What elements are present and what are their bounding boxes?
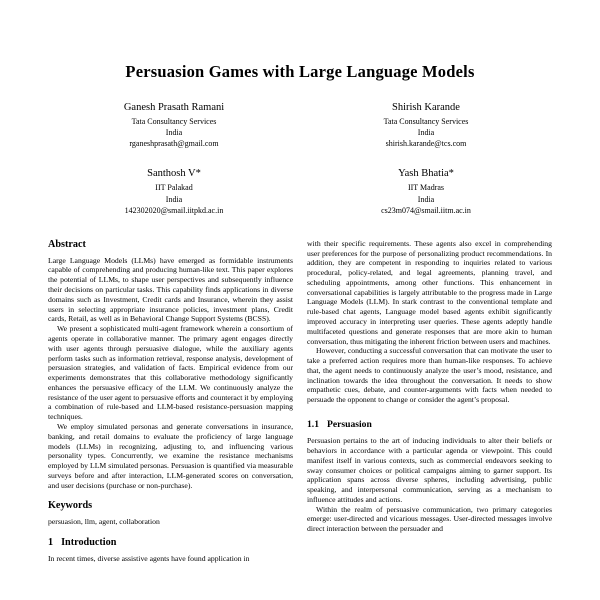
- subsection-title: Persuasion: [327, 419, 372, 431]
- author-country: India: [165, 194, 183, 204]
- authors-grid: [48, 102, 552, 217]
- body-columns: [48, 239, 552, 564]
- introduction-paragraph: In recent times, diverse assistive agents have found application in: [48, 554, 250, 564]
- author-block-4: [300, 168, 552, 216]
- author-country: India: [417, 128, 435, 138]
- author-affiliation: Tata Consultancy Services: [131, 117, 217, 126]
- abstract-heading: Abstract: [48, 238, 86, 250]
- author-country: India: [165, 128, 183, 138]
- body-paragraph: However, conducting a successful conversation that can motivate the user to take a preferred action requires more than human-like responses. To achieve that, the agent needs to continuously analyze the user’s mood, resistance, and inclination towards the idea throughout the conversation. It needs to show empathetic cues, debate, and counter-arguments with facts when needed to persuade the opponent to change or consider the agent’s proposal.: [307, 346, 552, 405]
- section-title: Introduction: [61, 537, 117, 549]
- subsection-heading-persuasion: [307, 419, 552, 431]
- author-name: Ganesh Prasath Ramani: [123, 102, 225, 113]
- author-block-2: [300, 102, 552, 150]
- author-affiliation: IIT Palakad: [155, 183, 193, 193]
- author-name: Shirish Karande: [392, 102, 460, 113]
- paper-title: Persuasion Games with Large Language Models: [125, 62, 475, 81]
- author-affiliation: IIT Madras: [407, 183, 445, 193]
- author-name: Yash Bhatia*: [398, 168, 454, 180]
- author-email: cs23m074@smail.iitm.ac.in: [381, 205, 471, 215]
- section-number: 1: [48, 537, 54, 549]
- subsection-number: 1.1: [307, 419, 319, 431]
- author-name: Santhosh V*: [147, 168, 201, 180]
- author-email: shirish.karande@tcs.com: [385, 139, 467, 149]
- abstract-paragraph: We employ simulated personas and generate conversations in insurance, banking, and retail domains to evaluate the proficiency of large language models (LLMs) in recognizing, adjusting to, and influencing various personality types. Concurrently, we examine the resistance mechanisms employed by LLM simulated personas. Persuasion is quantified via measurable surveys before and after interaction, LLM-generated scores on conversation, and user decisions (purchase or non-purchase).: [48, 421, 293, 490]
- abstract-paragraph: We present a sophisticated multi-agent framework wherein a consortium of agents operate in collaborative manner. The primary agent engages directly with user agents through persuasive dialogue, while the auxiliary agents perform tasks such as information retrieval, response analysis, development of persuasion strategies, and validation of facts. Empirical evidence from our experiments demonstrates that this collaborative methodology significantly enhances the persuasive efficacy of the LLM. We continuously analyze the resistance of the user agent to persuasive efforts and counteract it by employing a combination of rule-based and LLM-based resistance-persuasion mapping techniques.: [48, 324, 293, 422]
- author-country: India: [417, 194, 435, 204]
- author-affiliation: Tata Consultancy Services: [383, 117, 469, 126]
- author-email: 142302020@smail.iitpkd.ac.in: [124, 205, 224, 215]
- section-heading-introduction: [48, 537, 293, 550]
- persuasion-paragraph: Within the realm of persuasive communication, two primary categories emerge: user-directed and vicarious messages. User-directed messages involve direct interaction between the persuader and: [307, 504, 552, 534]
- right-column: [307, 239, 552, 564]
- persuasion-paragraph: Persuasion pertains to the art of inducing individuals to alter their beliefs or behaviors in accordance with a particular agenda or viewpoint. This could manifest itself in various contexts, such as commercial endeavors seeking to sway consumer choices or political campaigns aiming to garner support. Its application spans across diverse spheres, including advertising, public speaking, and interpersonal communication, serving as a mechanism to influence attitudes and actions.: [307, 436, 552, 504]
- keywords-heading: Keywords: [48, 500, 93, 512]
- abstract-paragraph: Large Language Models (LLMs) have emerged as formidable instruments capable of comprehending and producing human-like text. This paper explores the potential of LLMs, to shape user perspectives and subsequently influence their decisions on particular tasks. This capability finds applications in diverse domains such as Investment, Credit cards and Insurance, wherein they assist users in selecting appropriate insurance policies, investment plans, Credit cards, Retail, as well as in Behavioral Change Support Systems (BCSS).: [48, 255, 293, 324]
- author-email: rganeshprasath@gmail.com: [129, 139, 219, 149]
- body-paragraph: with their specific requirements. These agents also excel in comprehending user preferences for the purpose of personalizing product recommendations. In addition, they are competent in responding to inquiries related to various procedural, policy-related, and legal agreements, planning travel, and scheduling appointments, among other functions. This enhancement in conversational capabilities is largely attributable to the progress made in Large Language Models (LLM). In stark contrast to the conventional template and rule-based chat agents, Language model based agents exhibit significantly improved accuracy in interpreting user queries. These agents adeptly handle multifaceted questions and generate responses that are more akin to human conversation, thus mitigating the inherent friction between users and machines.: [307, 238, 552, 346]
- author-block-1: [48, 102, 300, 150]
- author-block-3: [48, 168, 300, 216]
- keywords-text: persuasion, llm, agent, collaboration: [48, 517, 160, 527]
- left-column: [48, 239, 293, 564]
